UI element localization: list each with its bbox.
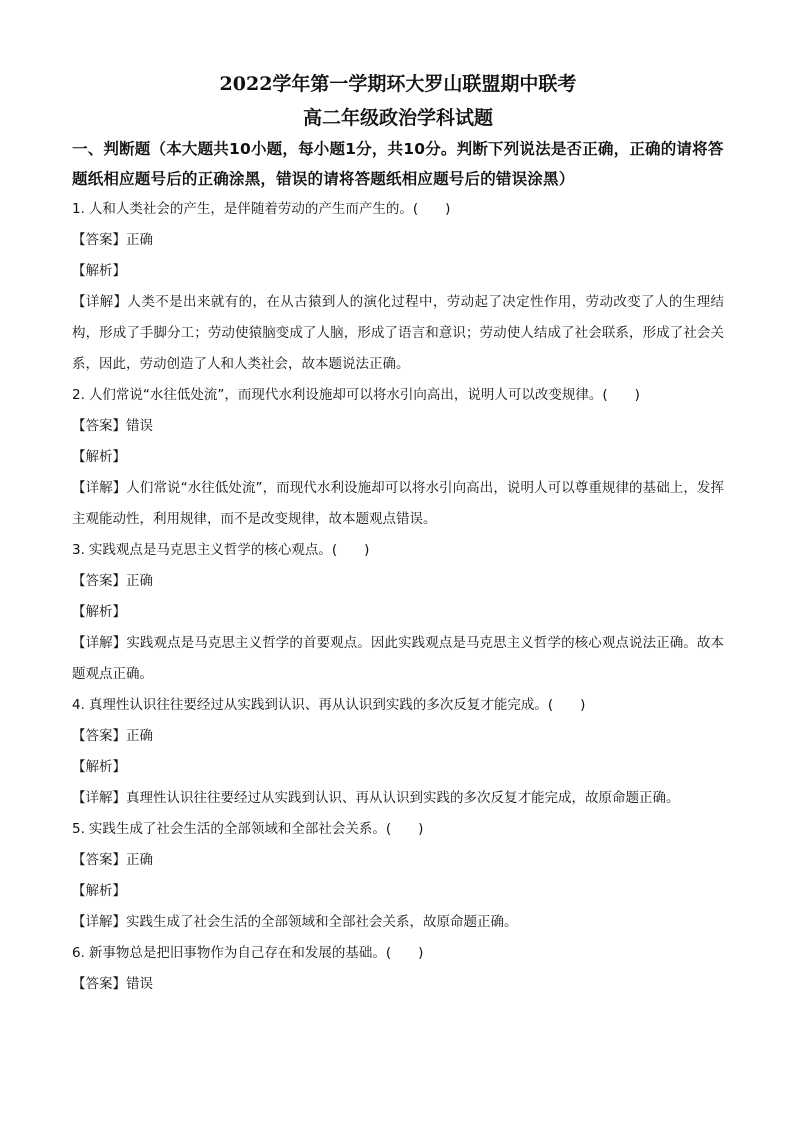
question-text: 人们常说“水往低处流”，而现代水利设施却可以将水引向高出，说明人可以改变规律。( ) (88, 387, 640, 403)
analysis-label: 【解析】 (72, 759, 126, 775)
answer-line (72, 225, 724, 256)
question-item (72, 380, 724, 411)
answer-value: 正确 (126, 852, 153, 868)
question-number: 2. (72, 387, 85, 403)
question-number: 1. (72, 201, 85, 217)
answer-label: 【答案】 (72, 232, 126, 248)
question-number: 3. (72, 542, 85, 558)
answer-line (72, 411, 724, 442)
answer-label: 【答案】 (72, 852, 126, 868)
question-number: 5. (72, 821, 85, 837)
analysis-label: 【解析】 (72, 883, 126, 899)
answer-label: 【答案】 (72, 728, 126, 744)
answer-label: 【答案】 (72, 418, 126, 434)
answer-line (72, 845, 724, 876)
detail-label: 【详解】 (72, 914, 126, 930)
question-item (72, 938, 724, 969)
question-item (72, 690, 724, 721)
document-subtitle: 高二年级政治学科试题 (302, 107, 493, 129)
answer-line (72, 721, 724, 752)
detail-paragraph (72, 473, 724, 535)
question-text: 真理性认识往往要经过从实践到认识、再从认识到实践的多次反复才能完成。( ) (88, 697, 586, 713)
question-number: 4. (72, 697, 85, 713)
question-text: 实践观点是马克思主义哲学的核心观点。( ) (88, 542, 370, 558)
detail-text: 实践生成了社会生活的全部领域和全部社会关系，故原命题正确。 (126, 914, 518, 930)
question-text: 新事物总是把旧事物作为自己存在和发展的基础。( ) (88, 945, 424, 961)
detail-label: 【详解】 (72, 790, 126, 806)
answer-line (72, 566, 724, 597)
detail-label: 【详解】 (72, 480, 127, 496)
answer-label: 【答案】 (72, 976, 126, 992)
analysis-label: 【解析】 (72, 263, 126, 279)
answer-value: 正确 (126, 232, 153, 248)
question-text: 实践生成了社会生活的全部领域和全部社会关系。( ) (88, 821, 424, 837)
detail-paragraph (72, 907, 724, 938)
detail-text: 实践观点是马克思主义哲学的首要观点。因此实践观点是马克思主义哲学的核心观点说法正确。故本题观点正确。 (72, 635, 725, 682)
answer-value: 错误 (126, 976, 153, 992)
answer-value: 错误 (126, 418, 153, 434)
question-number: 6. (72, 945, 85, 961)
detail-label: 【详解】 (72, 294, 128, 310)
question-item (72, 535, 724, 566)
question-item (72, 814, 724, 845)
answer-value: 正确 (126, 728, 153, 744)
answer-label: 【答案】 (72, 573, 126, 589)
detail-text: 人们常说“水往低处流”，而现代水利设施却可以将水引向高出，说明人可以尊重规律的基础上，发挥主观能动性，利用规律，而不是改变规律，故本题观点错误。 (72, 480, 724, 527)
answer-value: 正确 (126, 573, 153, 589)
detail-paragraph (72, 628, 724, 690)
analysis-label: 【解析】 (72, 604, 126, 620)
question-item (72, 194, 724, 225)
detail-paragraph (72, 783, 724, 814)
detail-text: 真理性认识往往要经过从实践到认识、再从认识到实践的多次反复才能完成，故原命题正确。 (126, 790, 680, 806)
section-heading: 一、判断题（本大题共10小题，每小题1分，共10分。判断下列说法是否正确，正确的请将答题纸相应题号后的正确涂黑，错误的请将答题纸相应题号后的错误涂黑） (72, 140, 724, 188)
analysis-label: 【解析】 (72, 449, 126, 465)
detail-text: 人类不是出来就有的，在从古猿到人的演化过程中，劳动起了决定性作用，劳动改变了人的生理结构，形成了手脚分工；劳动使猿脑变成了人脑，形成了语言和意识；劳动使人结成了社会联系，形成了社会关系，因此，劳动创造了人和人类社会，故本题说法正确。 (72, 294, 725, 372)
answer-line (72, 969, 724, 1000)
detail-label: 【详解】 (72, 635, 127, 651)
detail-paragraph (72, 287, 724, 380)
question-text: 人和人类社会的产生，是伴随着劳动的产生而产生的。( ) (88, 201, 451, 217)
document-title: 2022学年第一学期环大罗山联盟期中联考 (219, 73, 577, 95)
